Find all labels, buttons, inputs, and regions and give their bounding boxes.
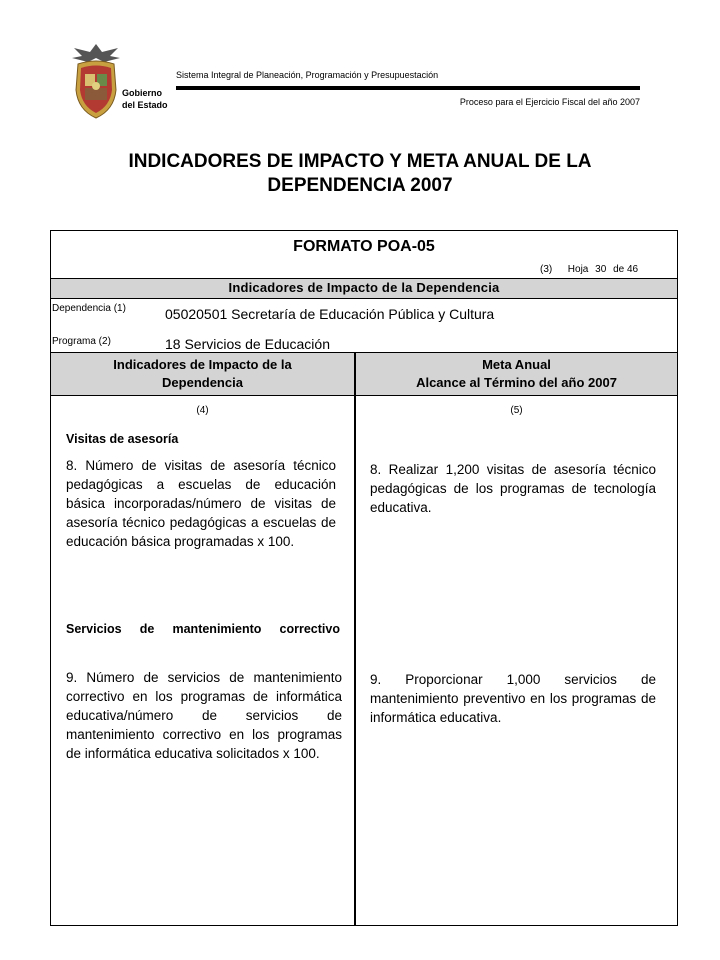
program-value: 18 Servicios de Educación: [165, 336, 330, 352]
col-right-title-line1: Meta Anual: [482, 357, 551, 372]
program-label: Programa (2): [52, 336, 111, 347]
indicator-text: 8. Número de visitas de asesoría técnico pedagógicas a escuelas de educación básica incorporadas/número de visitas de asesoría técnico pedagógicas a escuelas de educación básica programadas x 100.: [66, 458, 336, 549]
sheet-total: 46: [626, 264, 639, 275]
document-title: [40, 150, 680, 198]
process-text: Proceso para el Ejercicio Fiscal del año 2007: [459, 97, 640, 107]
goal-text: 8. Realizar 1,200 visitas de asesoría técnico pedagógicas de los programas de tecnología educativa.: [370, 462, 656, 515]
state-seal-icon: [68, 42, 124, 120]
government-label-line1: Gobierno: [122, 88, 162, 98]
system-name: Sistema Integral de Planeación, Programación y Presupuestación: [176, 70, 439, 80]
section-title: Indicadores de Impacto de la Dependencia: [51, 278, 677, 299]
col-right-title: [356, 353, 677, 395]
col-right-title-line2: Alcance al Término del año 2007: [416, 375, 617, 390]
form-frame: [50, 230, 678, 926]
document-title-line1: INDICADORES DE IMPACTO Y META ANUAL DE LA: [128, 151, 592, 172]
government-label: [122, 87, 168, 111]
sheet-of: de: [613, 264, 625, 275]
column-divider: [354, 352, 356, 926]
col-right-number: (5): [510, 405, 523, 416]
sheet-indicator: [540, 264, 638, 275]
col-left-title-line1: Indicadores de Impacto de la: [113, 357, 292, 372]
format-title: FORMATO POA-05: [293, 238, 435, 255]
indicator-heading: Visitas de asesoría: [66, 432, 179, 446]
indicator-heading: Servicios de mantenimiento correctivo: [66, 622, 340, 636]
col-left-title: [51, 353, 354, 395]
dependency-value: 05020501 Secretaría de Educación Pública y Cultura: [165, 306, 495, 322]
header-rule: [176, 86, 640, 90]
document-title-line2: DEPENDENCIA 2007: [267, 175, 453, 196]
col-left-number: (4): [196, 405, 209, 416]
indicator-text: 9. Número de servicios de mantenimiento correctivo en los programas de informática educativa/número de servicios de mantenimiento correctivo en los programas de informática educativa solicitados x 100.: [66, 670, 342, 761]
government-label-line2: del Estado: [122, 100, 168, 110]
sheet-number: 30: [595, 264, 607, 275]
col-left-title-line2: Dependencia: [162, 375, 243, 390]
sheet-label: Hoja: [567, 264, 589, 275]
sheet-ref: (3): [540, 264, 553, 275]
column-header-band: [51, 352, 677, 396]
dependency-label: Dependencia (1): [52, 303, 126, 314]
goal-text: 9. Proporcionar 1,000 servicios de mantenimiento preventivo en los programas de informática educativa.: [370, 672, 656, 725]
